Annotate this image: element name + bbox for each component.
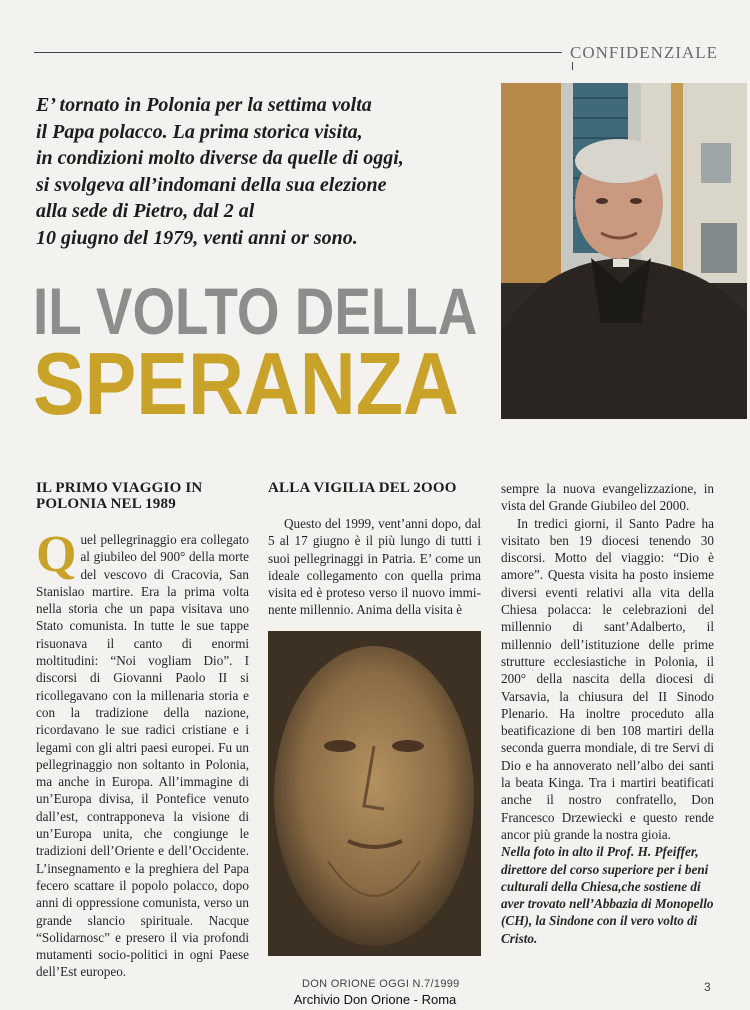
column-3 (501, 480, 714, 947)
col3-paragraph-1: sempre la nuova evangelizzazione, in vista del Grande Giubileo del 2000. (501, 481, 714, 514)
header-rule-tick (572, 62, 573, 70)
headline-line2: SPERANZA (33, 334, 459, 433)
col3-paragraph-2: In tredici giorni, il Santo Padre ha visitato ben 19 diocesi tenendo 30 discorsi. Motto del viaggio: “Dio è amore”. Questa visita ha posto insieme diversi eventi relativi alla vita della Chiesa polacca: le celebrazioni del millennio di sant’Adalberto, il millennio dell’istituzione delle prime strutture ecclesiastiche in Polonia, il 200° della nascita della diocesi di Varsavia, la chiusura del II Sinodo Plenario. Ha inoltre proceduto alla beatificazione di ben 108 martiri della seconda guerra mondiale, di tre Servi di Dio e ha annoverato nell’albo dei santi la beata Kinga. Tra i martiri beatificati anche il nostro confratello, Don Francesco Drzewiecki e questo rende ancor più grande la nostra gioia. (501, 515, 714, 842)
col2-body: Questo del 1999, vent’anni dopo, dal 5 al 17 giugno è il più lungo di tutti i suoi pellegrinaggi in Patria. E’ come un ideale collegamento con quella prima visita ed è proteso verso il nuovo immi-nente millennio. Anima della visita è (268, 516, 481, 618)
headline-line1: IL VOLTO DELLA (33, 274, 478, 348)
archive-credit: Archivio Don Orione - Roma (293, 992, 457, 1007)
priest-photo (501, 83, 747, 419)
column-2 (268, 480, 481, 619)
header-rule (34, 52, 562, 53)
heading-first-trip: IL PRIMO VIAGGIO IN POLONIA NEL 1989 (36, 480, 203, 512)
section-label: CONFIDENZIALE (570, 43, 719, 62)
column-1 (36, 480, 249, 981)
page-number: 3 (704, 980, 711, 994)
drop-cap: Q (36, 526, 77, 583)
lead-paragraph: E’ tornato in Polonia per la settima volta il Papa polacco. La prima storica visita, in condizioni molto diverse da quelle di oggi, si svolgeva all’indomani della sua elezione alla sede di Pietro, dal 2 al 10 giugno del 1979, venti anni or sono. (36, 94, 404, 249)
heading-vigil-2000: ALLA VIGILIA DEL 2OOO (268, 480, 457, 496)
magazine-footer: DON ORIONE OGGI N.7/1999 (302, 978, 460, 990)
holy-face-image (268, 631, 481, 956)
col1-body: uel pellegrinaggio era collegato al giubileo del 900° della morte del vescovo di Cracovia, San Stanislao martire. Era la prima volta nella storia che un papa visitava uno Stato comunista. In tutte le sue tappe risuonava il canto di enormi moltitudini: “Noi vogliam Dio”. I discorsi di Giovanni Paolo II si ricollegavano con la millenaria storia e con la tradizione della nazione, ricordavano le sue radici cristiane e i legami con gli altri paesi europei. Fu un pellegrinaggio non soltanto in Polonia, ma anche in Europa. All’immagine di un’Europa divisa, il Pontefice venuto dall’est, contrapponeva la visione di un’Europa unita, che congiunge le tradizioni dell’Oriente e dell’Occidente. L’insegnamento e la preghiera del Papa fecero scattare il popolo polacco, dopo anni di oppressione comunista, verso un grande slancio spirituale. Nacque “Solidarnosc” e presero il via profondi mutamenti socio-politici in ogni Paese dell’Est europeo. (36, 532, 249, 980)
photo-caption: Nella foto in alto il Prof. H. Pfeiffer, direttore del corso superiore per i beni culturali della Chiesa,che sostiene di aver trovato nell’Abbazia di Monopello (CH), la Sindone con il vero volto di Cristo. (501, 844, 714, 946)
